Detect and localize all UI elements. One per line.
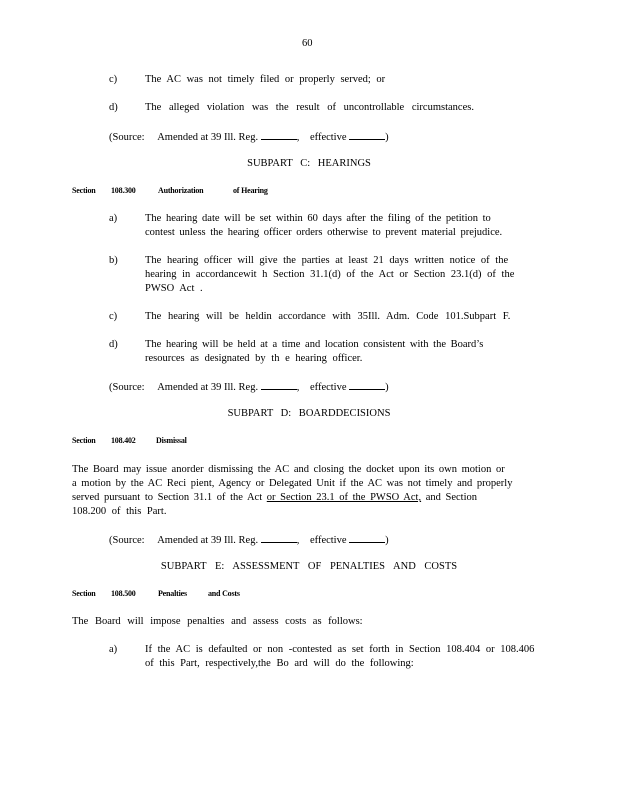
- subpart-heading: SUBPART E: ASSESSMENT OF PENALTIES AND COSTS: [160, 561, 458, 572]
- register-blank: [261, 379, 297, 390]
- section-title: and Costs: [208, 589, 240, 598]
- item-text: The hearing will be held at a time and location consistent with the Board’s: [145, 339, 484, 350]
- item-text: PWSO Act .: [145, 283, 203, 294]
- paragraph-line: [72, 491, 477, 504]
- item-label: c): [109, 74, 118, 85]
- item-label: d): [109, 102, 118, 113]
- item-text: of this Part, respectively,the Bo ard will do the following:: [145, 658, 414, 669]
- item-text: If the AC is defaulted or non -contested as set forth in Section 108.404 or 108.406: [145, 644, 535, 655]
- effective-blank: [349, 532, 385, 543]
- section-label: Section: [72, 186, 96, 195]
- source-close: ): [385, 382, 389, 393]
- paragraph-line: a motion by the AC Reci pient, Agency or Delegated Unit if the AC was not timely and properly: [72, 478, 513, 489]
- register-blank: [261, 532, 297, 543]
- item-label: c): [109, 311, 118, 322]
- subpart-heading: SUBPART C: HEARINGS: [247, 158, 371, 169]
- section-title: Authorization: [158, 186, 204, 195]
- source-amended: Amended at 39 Ill. Reg.: [157, 132, 259, 143]
- item-text: The AC was not timely filed or properly served; or: [145, 74, 386, 85]
- paragraph-line: The Board will impose penalties and assess costs as follows:: [72, 616, 363, 627]
- source-effective: effective: [309, 132, 347, 143]
- paragraph-line: 108.200 of this Part.: [72, 506, 167, 517]
- section-label: Section: [72, 589, 96, 598]
- source-comma: ,: [296, 382, 300, 393]
- item-label: a): [109, 644, 118, 655]
- paragraph-line: The Board may issue anorder dismissing the AC and closing the docket upon its own motion or: [72, 464, 505, 475]
- source-note: [109, 129, 389, 144]
- item-text: contest unless the hearing officer orders otherwise to prevent material prejudice.: [145, 227, 503, 238]
- item-text: The hearing officer will give the parties at least 21 days written notice of the: [145, 255, 509, 266]
- section-title: of Hearing: [233, 186, 268, 195]
- item-label: b): [109, 255, 118, 266]
- section-label: Section: [72, 436, 96, 445]
- section-code: 108.300: [111, 186, 136, 195]
- source-prefix: (Source:: [109, 132, 145, 143]
- effective-blank: [349, 379, 385, 390]
- item-label: a): [109, 213, 118, 224]
- source-note: [109, 379, 389, 394]
- section-title: Penalties: [158, 589, 187, 598]
- source-close: ): [385, 535, 389, 546]
- source-comma: ,: [296, 132, 300, 143]
- item-text: hearing in accordancewit h Section 31.1(d) of the Act or Section 23.1(d) of the: [145, 269, 515, 280]
- line-text: served pursuant to Section 31.1 of the Act: [72, 492, 267, 503]
- item-text: The hearing will be heldin accordance with 35Ill. Adm. Code 101.Subpart F.: [145, 311, 511, 322]
- subpart-heading: SUBPART D: BOARDDECISIONS: [227, 408, 391, 419]
- line-text: and Section: [421, 492, 477, 503]
- source-prefix: (Source:: [109, 382, 145, 393]
- underlined-insertion: or Section 23.1 of the PWSO Act,: [266, 492, 422, 503]
- source-effective: effective: [309, 382, 347, 393]
- section-code: 108.500: [111, 589, 136, 598]
- source-effective: effective: [309, 535, 347, 546]
- source-comma: ,: [296, 535, 300, 546]
- item-text: resources as designated by th e hearing officer.: [145, 353, 363, 364]
- source-amended: Amended at 39 Ill. Reg.: [157, 382, 259, 393]
- section-code: 108.402: [111, 436, 136, 445]
- item-text: The hearing date will be set within 60 days after the filing of the petition to: [145, 213, 491, 224]
- item-text: The alleged violation was the result of uncontrollable circumstances.: [145, 102, 474, 113]
- source-note: [109, 532, 389, 547]
- page-number: 60: [302, 38, 313, 49]
- section-title: Dismissal: [156, 436, 187, 445]
- source-close: ): [385, 132, 389, 143]
- item-label: d): [109, 339, 118, 350]
- effective-blank: [349, 129, 385, 140]
- register-blank: [261, 129, 297, 140]
- source-prefix: (Source:: [109, 535, 145, 546]
- source-amended: Amended at 39 Ill. Reg.: [157, 535, 259, 546]
